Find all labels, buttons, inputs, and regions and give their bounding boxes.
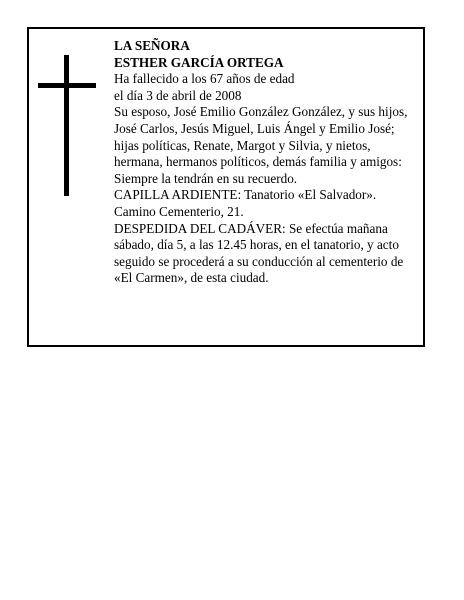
cross-icon-horizontal-bar [38, 83, 96, 88]
notice-line: Camino Cementerio, 21. [114, 203, 244, 219]
notice-line: Ha fallecido a los 67 años de edad [114, 71, 295, 87]
notice-line: el día 3 de abril de 2008 [114, 87, 242, 103]
notice-line: Siempre la tendrán en su recuerdo. [114, 170, 298, 186]
notice-line: Su esposo, José Emilio González González, y sus hijos, [114, 104, 408, 120]
notice-line: DESPEDIDA DEL CADÁVER: Se efectúa mañana [114, 220, 388, 236]
cross-icon-vertical-bar [64, 55, 69, 196]
notice-line: hijas políticas, Renate, Margot y Silvia, y nietos, [114, 137, 371, 153]
obituary-text [114, 38, 424, 287]
notice-line: seguido se procederá a su conducción al cementerio de [114, 253, 404, 269]
notice-line: sábado, día 5, a las 12.45 horas, en el tanatorio, y acto [114, 237, 399, 253]
notice-line: José Carlos, Jesús Miguel, Luis Ángel y Emilio José; [114, 120, 395, 136]
deceased-name: ESTHER GARCÍA ORTEGA [114, 54, 284, 70]
notice-line: CAPILLA ARDIENTE: Tanatorio «El Salvador». [114, 187, 377, 203]
notice-line: «El Carmen», de esta ciudad. [114, 270, 269, 286]
notice-line: hermana, hermanos políticos, demás familia y amigos: [114, 154, 402, 170]
notice-heading: LA SEÑORA [114, 38, 190, 53]
